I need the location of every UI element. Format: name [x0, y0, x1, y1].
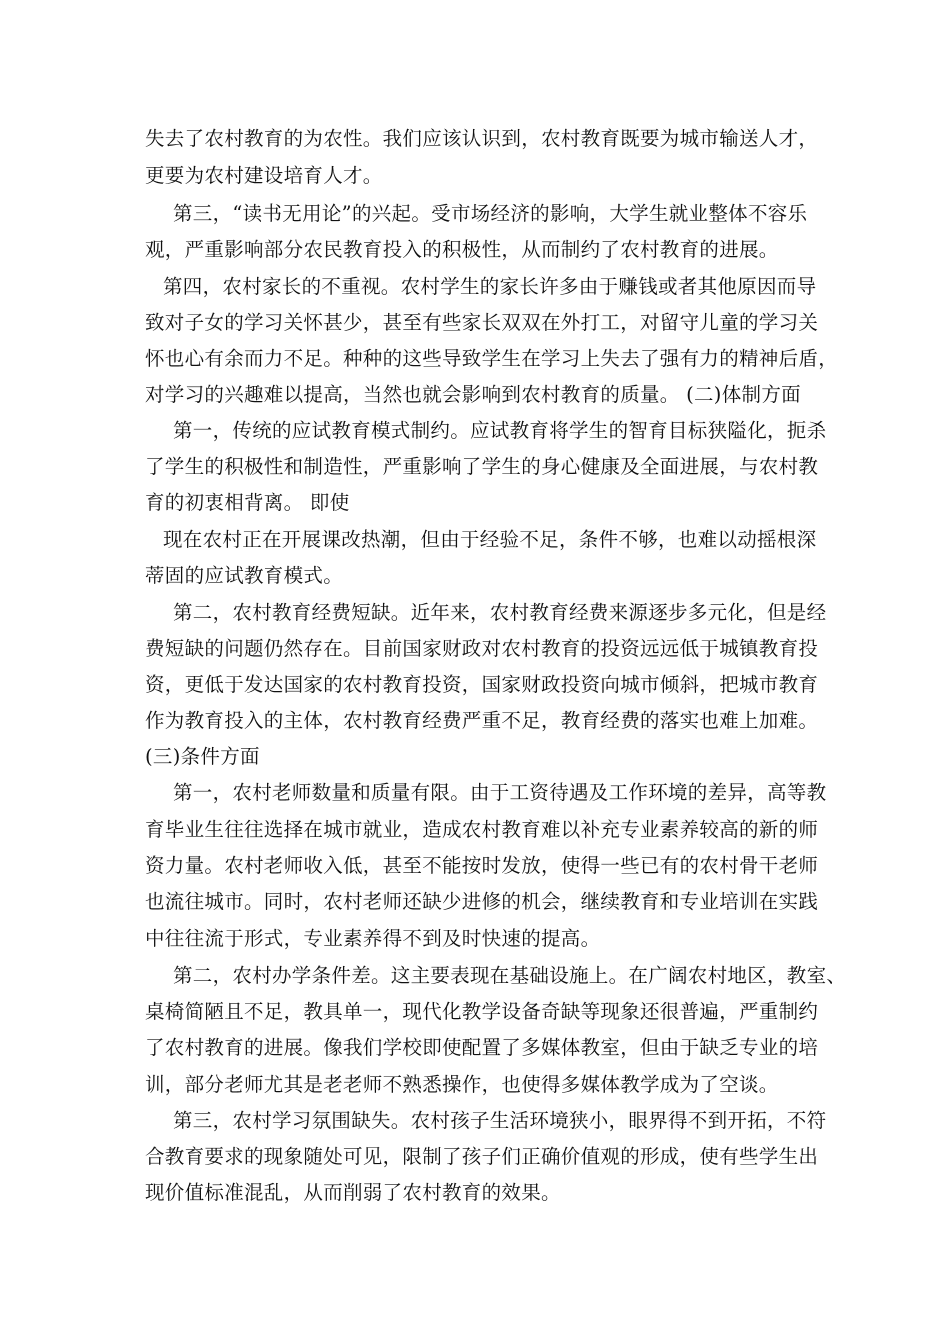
- text-line: 费短缺的问题仍然存在。目前国家财政对农村教育的投资远远低于城镇教育投: [145, 637, 819, 660]
- section-heading: (三)条件方面: [145, 745, 260, 768]
- text-line: 资力量。农村老师收入低，甚至不能按时发放，使得一些已有的农村骨干老师: [145, 854, 819, 877]
- text-line: 致对子女的学习关怀甚少，甚至有些家长双双在外打工，对留守儿童的学习关: [145, 311, 819, 334]
- text-line: 第四，农村家长的不重视。农村学生的家长许多由于赚钱或者其他原因而导: [163, 275, 817, 298]
- text-line: 更要为农村建设培育人才。: [145, 164, 383, 187]
- text-line: 了学生的积极性和制造性，严重影响了学生的身心健康及全面进展，与农村教: [145, 455, 819, 478]
- text-line: 第一，农村老师数量和质量有限。由于工资待遇及工作环境的差异，高等教: [173, 781, 827, 804]
- text-line: 观，严重影响部分农民教育投入的积极性，从而制约了农村教育的进展。: [145, 238, 779, 261]
- text-line: 第一，传统的应试教育模式制约。应试教育将学生的智育目标狭隘化，扼杀: [173, 419, 827, 442]
- text-line: 失去了农村教育的为农性。我们应该认识到，农村教育既要为城市输送人才，: [145, 127, 819, 150]
- text-line: 怀也心有余而力不足。种种的这些导致学生在学习上失去了强有力的精神后盾，: [145, 347, 839, 370]
- text-line: 第二，农村办学条件差。这主要表现在基础设施上。在广阔农村地区，教室、: [173, 964, 847, 987]
- text-line: 对学习的兴趣难以提高，当然也就会影响到农村教育的质量。 (二)体制方面: [145, 383, 801, 406]
- text-line: 资，更低于发达国家的农村教育投资，国家财政投资向城市倾斜，把城市教育: [145, 673, 819, 696]
- text-line: 育毕业生往往选择在城市就业，造成农村教育难以补充专业素养较高的新的师: [145, 818, 819, 841]
- text-line: 了农村教育的进展。像我们学校即使配置了多媒体教室，但由于缺乏专业的培: [145, 1036, 819, 1059]
- text-line: 第二，农村教育经费短缺。近年来，农村教育经费来源逐步多元化，但是经: [173, 601, 827, 624]
- text-line: 第三，“读书无用论”的兴起。受市场经济的影响，大学生就业整体不容乐: [173, 202, 808, 225]
- text-line: 桌椅简陋且不足，教具单一，现代化教学设备奇缺等现象还很普遍，严重制约: [145, 1000, 819, 1023]
- text-line: 训，部分老师尤其是老老师不熟悉操作，也使得多媒体教学成为了空谈。: [145, 1073, 779, 1096]
- text-line: 现在农村正在开展课改热潮，但由于经验不足，条件不够，也难以动摇根深: [163, 528, 817, 551]
- text-line: 中往往流于形式，专业素养得不到及时快速的提高。: [145, 927, 601, 950]
- text-line: 第三，农村学习氛围缺失。农村孩子生活环境狭小，眼界得不到开拓，不符: [173, 1109, 827, 1132]
- text-line: 也流往城市。同时，农村老师还缺少进修的机会，继续教育和专业培训在实践: [145, 890, 819, 913]
- text-line: 育的初衷相背离。 即使: [145, 491, 350, 514]
- text-line: 现价值标准混乱，从而削弱了农村教育的效果。: [145, 1181, 561, 1204]
- text-line: 作为教育投入的主体，农村教育经费严重不足，教育经费的落实也难上加难。: [145, 709, 819, 732]
- text-line: 蒂固的应试教育模式。: [145, 564, 344, 587]
- text-line: 合教育要求的现象随处可见，限制了孩子们正确价值观的形成，使有些学生出: [145, 1145, 819, 1168]
